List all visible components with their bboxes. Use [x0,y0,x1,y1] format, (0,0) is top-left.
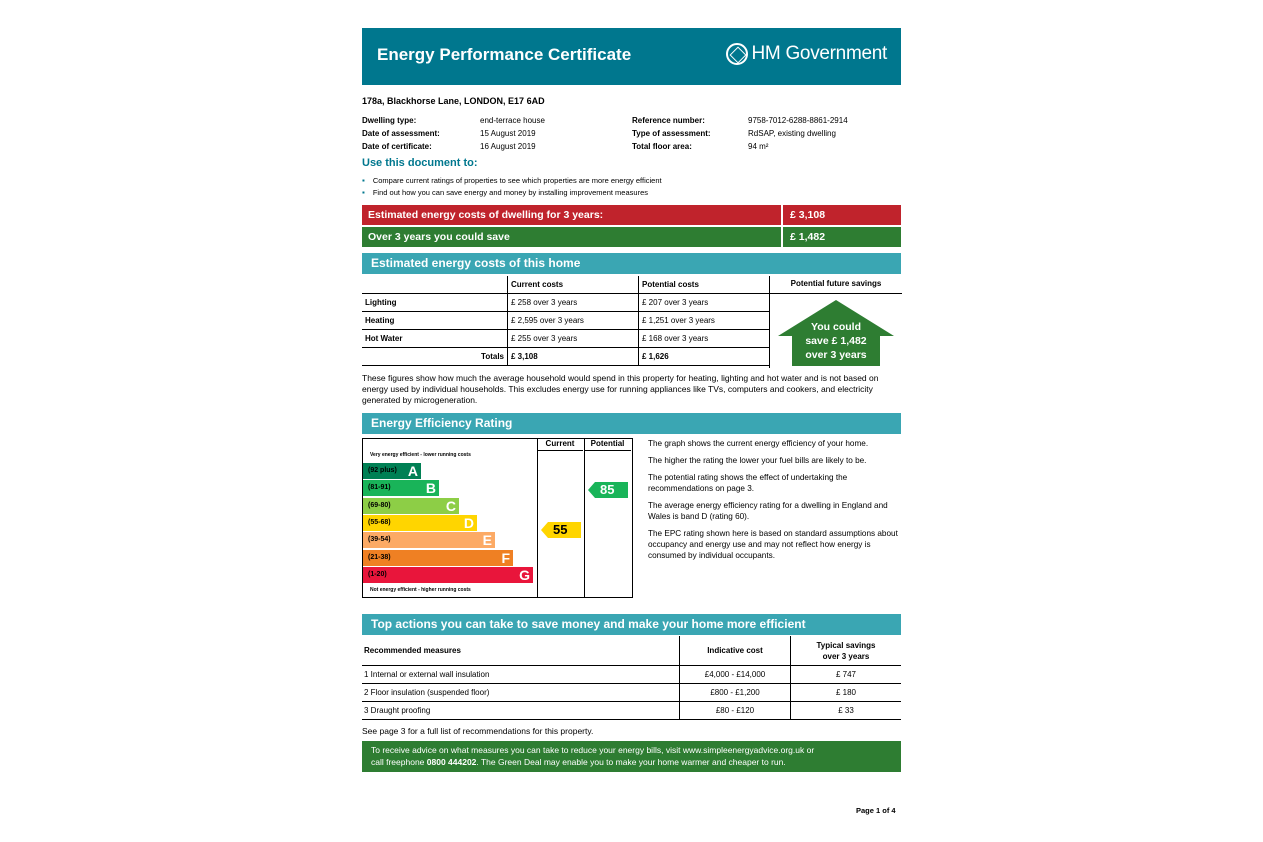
table-row [362,666,901,684]
current-rating-marker [541,522,581,538]
government-label: HM Government [751,43,887,64]
rating-band-b [363,480,439,496]
row-current: £ 255 over 3 years [508,330,639,348]
col-potential-costs: Potential costs [639,276,770,294]
rating-band-c [363,498,459,514]
row-current: £ 258 over 3 years [508,294,639,312]
rating-band-g [363,567,533,583]
savings-arrow [778,300,894,366]
estimated-costs-value: £ 3,108 [781,205,825,225]
actions-table [362,636,901,720]
header-banner [362,28,901,85]
col-savings-line: Typical savings [816,640,876,650]
potential-rating-marker [588,482,628,498]
could-save-bar [362,227,901,247]
advice-line1: To receive advice on what measures you can take to reduce your energy bills, visit www.simpleenergyadvice.org.uk or [371,745,815,755]
band-letter: C [445,497,456,514]
advice-line2-post: . The Green Deal may enable you to make your home warmer and cheaper to run. [476,757,786,767]
rating-band-d [363,515,477,531]
estimated-costs-label: Estimated energy costs of dwelling for 3 years: [368,209,604,221]
measure-saving: £ 180 [791,684,902,702]
band-range: (55-68) [368,518,391,526]
explanation-paragraph: The average energy efficiency rating for a dwelling in England and Wales is band D (rating 60). [648,501,888,521]
band-range: (39-54) [368,536,391,544]
rating-section-header [362,413,901,434]
rating-section-title: Energy Efficiency Rating [371,416,513,430]
row-label: Heating [362,312,508,330]
totals-current: £ 3,108 [508,348,639,366]
crest-icon [726,43,748,65]
bottom-caption: Not energy efficient - higher running costs [370,587,471,593]
actions-section-header [362,614,901,635]
rating-band-a [363,463,421,479]
measure-name: 1 Internal or external wall insulation [362,666,680,684]
details-left [362,114,545,153]
advice-banner [362,741,901,772]
band-letter: E [482,532,492,549]
future-savings-panel [769,276,902,368]
detail-key: Date of assessment: [362,129,440,138]
table-row [362,312,769,330]
savings-line: You could [811,321,861,333]
detail-key: Date of certificate: [362,142,432,151]
col-current-costs: Current costs [508,276,639,294]
page-title: Energy Performance Certificate [377,45,632,64]
costs-section-title: Estimated energy costs of this home [371,256,581,270]
table-row [362,330,769,348]
freephone-number: 0800 444202 [426,757,477,767]
detail-key: Total floor area: [632,142,692,151]
use-bullets [362,175,662,199]
explanation-paragraph: The higher the rating the lower your fuel bills are likely to be. [648,456,867,465]
bullet-item: ▪ Compare current ratings of properties to see which properties are more energy efficient [362,175,662,187]
measure-cost: £800 - £1,200 [680,684,791,702]
table-row [362,294,769,312]
measure-saving: £ 747 [791,666,902,684]
recommendations-note: See page 3 for a full list of recommendations for this property. [362,726,594,736]
detail-value: RdSAP, existing dwelling [748,129,836,138]
detail-key: Dwelling type: [362,116,417,125]
band-letter: D [463,514,474,531]
energy-rating-chart [362,438,632,598]
detail-key: Type of assessment: [632,129,711,138]
row-potential: £ 1,251 over 3 years [639,312,770,330]
band-range: (21-38) [368,553,391,561]
table-row [362,684,901,702]
totals-row [362,348,769,366]
use-title: Use this document to: [362,157,478,169]
band-letter: A [407,463,418,479]
advice-text [371,744,814,768]
potential-column [584,438,633,598]
detail-key: Reference number: [632,116,705,125]
col-measure: Recommended measures [362,636,680,666]
detail-value: 15 August 2019 [480,129,536,138]
band-range: (92 plus) [368,467,397,474]
measure-name: 2 Floor insulation (suspended floor) [362,684,680,702]
potential-rating-value: 85 [600,482,615,497]
row-current: £ 2,595 over 3 years [508,312,639,330]
measure-cost: £80 - £120 [680,702,791,720]
table-row [362,702,901,720]
costs-section-header [362,253,901,274]
current-rating-value: 55 [553,522,568,537]
savings-arrow-text [778,320,894,362]
could-save-value: £ 1,482 [781,227,825,247]
band-range: (1-20) [368,570,387,578]
explanation-paragraph: The graph shows the current energy efficiency of your home. [648,439,869,448]
row-potential: £ 207 over 3 years [639,294,770,312]
detail-value: end-terrace house [480,116,545,125]
savings-line: save £ 1,482 [805,335,867,347]
band-range: (69-80) [368,501,391,509]
totals-label: Totals [362,348,508,366]
costs-table [362,276,769,366]
current-header: Current [537,439,583,451]
explanation-paragraph: The EPC rating shown here is based on standard assumptions about occupancy and energy use and may not reflect how energy is consumed by individual occupants. [648,529,898,560]
row-potential: £ 168 over 3 years [639,330,770,348]
actions-section-title: Top actions you can take to save money and make your home more efficient [371,617,806,631]
hm-government-logo [726,43,887,65]
row-label: Lighting [362,294,508,312]
band-letter: G [519,566,530,583]
measure-name: 3 Draught proofing [362,702,680,720]
detail-value: 16 August 2019 [480,142,536,151]
explanation-paragraph: The potential rating shows the effect of undertaking the recommendations on page 3. [648,473,848,493]
costs-note: These figures show how much the average household would spend in this property for heating, lighting and hot water and is not based on energy used by individual households. This excludes energy use for running appliances like TVs, computers and cookers, and electricity generated by microgeneration. [362,373,879,405]
top-caption: Very energy efficient - lower running costs [370,452,471,458]
band-range: (81-91) [368,484,391,492]
band-letter: F [501,549,510,566]
bullet-item: ▪ Find out how you can save energy and money by installing improvement measures [362,187,662,199]
measure-cost: £4,000 - £14,000 [680,666,791,684]
detail-value: 9758-7012-6288-8861-2914 [748,116,848,125]
advice-line2-pre: call freephone [371,757,427,767]
measure-saving: £ 33 [791,702,902,720]
could-save-label: Over 3 years you could save [368,231,510,243]
row-label: Hot Water [362,330,508,348]
col-savings-line: over 3 years [822,651,870,661]
potential-header: Potential [584,439,631,451]
estimated-costs-bar [362,205,901,225]
future-savings-header: Potential future savings [770,276,902,294]
rating-band-f [363,550,513,566]
page-number: Page 1 of 4 [856,806,896,815]
current-column [537,438,585,598]
rating-band-e [363,532,495,548]
band-letter: B [425,480,436,497]
col-cost: Indicative cost [680,636,791,666]
details-right [632,114,848,153]
col-savings [791,636,902,666]
property-address: 178a, Blackhorse Lane, LONDON, E17 6AD [362,96,545,106]
rating-explanation [648,438,900,567]
totals-potential: £ 1,626 [639,348,770,366]
savings-line: over 3 years [805,349,867,361]
detail-value: 94 m² [748,142,769,151]
